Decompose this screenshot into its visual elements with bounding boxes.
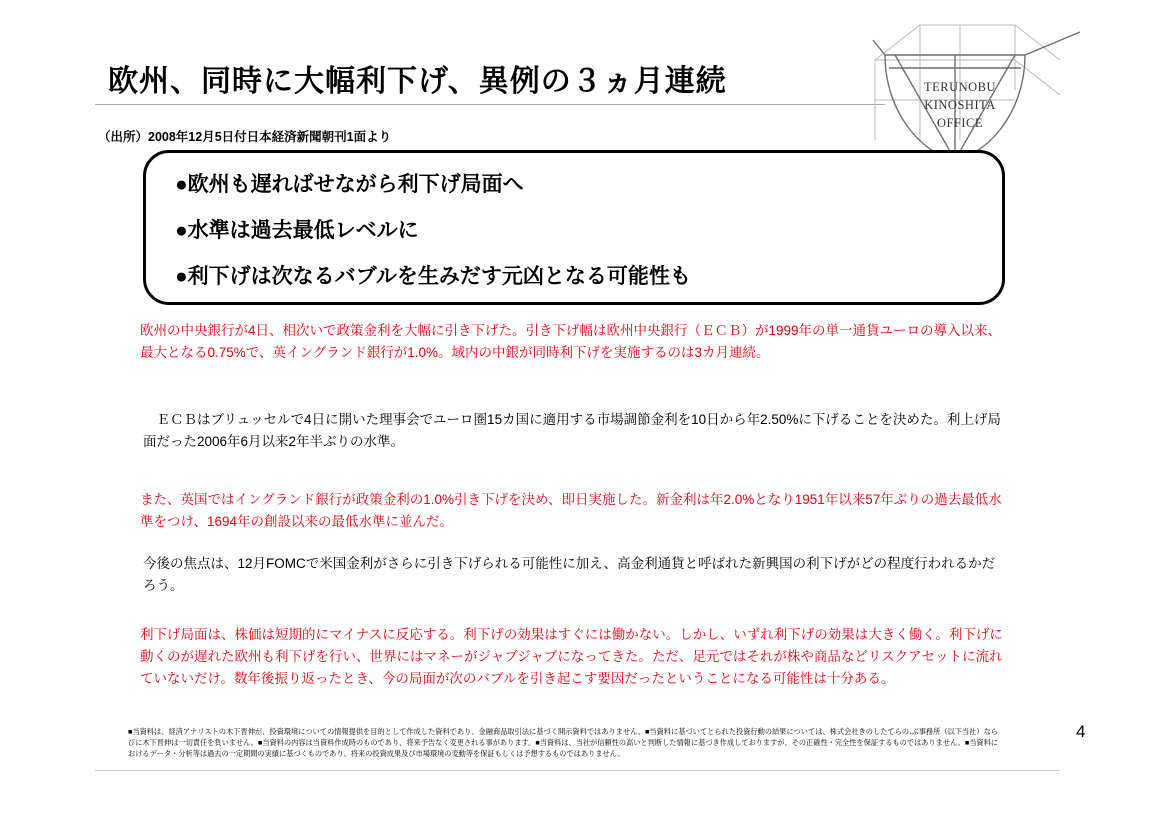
page-title: 欧州、同時に大幅利下げ、異例の３ヵ月連続 [108, 65, 727, 98]
source-citation: （出所）2008年12月5日付日本経済新聞朝刊1面より [98, 130, 392, 144]
key-point-item: ●利下げは次なるバブルを生みだす元凶となる可能性も [175, 265, 691, 288]
key-point-item: ●欧州も遅ればせながら利下げ局面へ [175, 173, 524, 196]
disclaimer-text: ■当資料は、経済アナリストの木下晋伸が、投資環境についての情報提供を目的として作成した資料であり、金融商品取引法に基づく開示資料ではありません。■当資料に基づいてとられた投資行動の結果については、株式会社きのしたてらの،ぶ事務所（以下当社）ならびに木下晋伸は一切責任を負いません。■当資料の内容は当資料作成時のものであり、将来予告なく変更される事があります。■当資料は、当社が信頼性の高いと判断した情報に基づき作成しておりますが、その正確性・完全性を保証するものではありません。■当資料におけるデータ・分析等は過去の一定期間の実績に基づくものであり、将来の投資成果及び市場環境の変動等を保証もしくは予想するものではありません。 [128, 727, 998, 759]
body-paragraph: 利下げ局面は、株価は短期的にマイナスに反応する。利下げの効果はすぐには働かない。しかし、いずれ利下げの効果は大きく働く。利下げに動くのが遅れた欧州も利下げを行い、世界にはマネーがジャブジャブになってきた。ただ、足元ではそれが株や商品などリスクアセットに流れていないだけ。数年後振り返ったとき、今の局面が次のバブルを引き起こす要因だったということになる可能性は十分ある。 [140, 627, 1003, 686]
body-paragraph: 今後の焦点は、12月FOMCで米国金利がさらに引き下げられる可能性に加え、高金利通貨と呼ばれた新興国の利下げがどの程度行われるかだろう。 [143, 556, 996, 593]
page-number: 4 [1076, 722, 1086, 741]
key-points-list [175, 168, 975, 306]
logo-line-3: OFFICE [936, 116, 984, 131]
body-paragraph: 欧州の中央銀行が4日、相次いで政策金利を大幅に引き下げた。引き下げ幅は欧州中央銀行（ＥＣＢ）が1999年の単一通貨ユーロの導入以来、最大となる0.75%で、英イングランド銀行が1.0%。域内の中銀が同時利下げを実施するのは3カ月連続。 [140, 323, 1002, 360]
key-point-item: ●水準は過去最低レベルに [175, 219, 419, 242]
logo-line-2: KINOSHITA [924, 98, 996, 113]
logo-line-1: TERUNOBU [923, 80, 997, 94]
body-paragraph: ＥＣＢはブリュッセルで4日に開いた理事会でユーロ圏15カ国に適用する市場調節金利を10日から年2.50%に下げることを決めた。利上げ局面だった2006年6月以来2年半ぶりの水準。 [143, 412, 1001, 449]
header-divider [95, 104, 885, 105]
body-paragraph: また、英国ではイングランド銀行が政策金利の1.0%引き下げを決め、即日実施した。新金利は年2.0%となり1951年以来57年ぶりの過去最低水準をつけ、1694年の創設以来の最低水準に並んだ。 [140, 492, 1002, 529]
footer-divider [95, 770, 1060, 771]
logo-text [895, 78, 1025, 132]
